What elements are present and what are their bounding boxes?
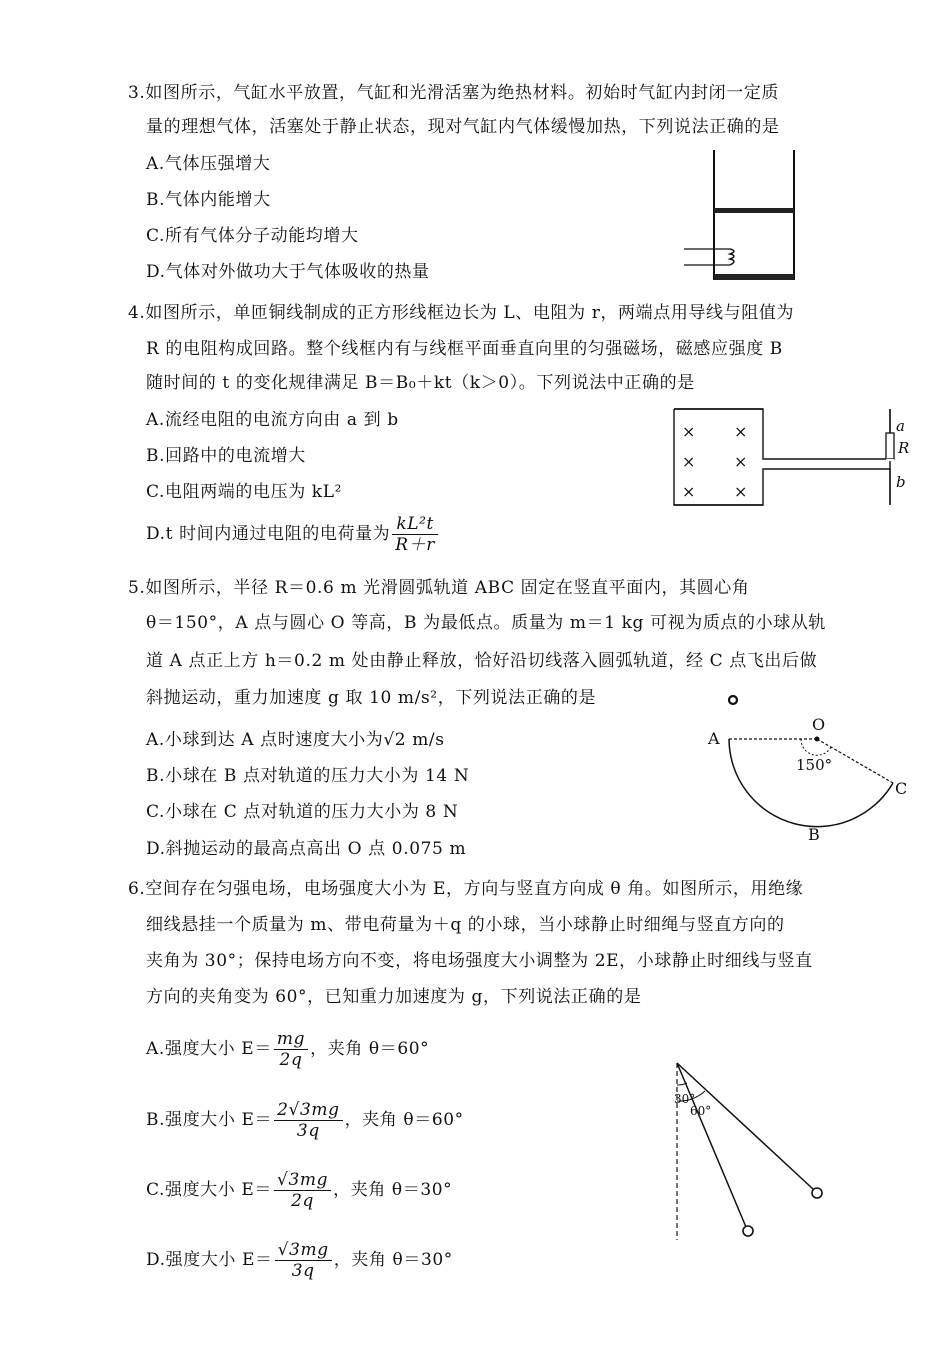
q6-option-d-prefix: D.强度大小 E＝	[146, 1250, 273, 1270]
cylinder-base	[714, 274, 794, 280]
q5-option-d: D.斜抛运动的最高点高出 O 点 0.075 m	[146, 839, 467, 859]
q4-circuit-figure	[668, 405, 913, 515]
q6-option-c-fraction	[274, 1170, 331, 1211]
label-R: R	[898, 439, 910, 457]
q6-option-c-denominator: 2q	[291, 1191, 315, 1211]
q6-option-c-prefix: C.强度大小 E＝	[146, 1180, 273, 1200]
thread-60	[677, 1063, 813, 1189]
q6-option-a	[146, 1025, 429, 1073]
q6-option-c	[146, 1166, 452, 1214]
ball	[729, 696, 737, 704]
angle-label: 150°	[796, 756, 833, 774]
q6-option-a-denominator: 2q	[279, 1050, 303, 1070]
q4-option-a: A.流经电阻的电流方向由 a 到 b	[146, 410, 399, 430]
q6-option-d-suffix: ，夹角 θ＝30°	[333, 1250, 453, 1270]
q6-option-b-suffix: ，夹角 θ＝60°	[344, 1110, 464, 1130]
field-cross: ×	[682, 452, 696, 471]
q6-option-b-prefix: B.强度大小 E＝	[146, 1110, 273, 1130]
q6-option-b-denominator: 3q	[296, 1121, 320, 1141]
q4-option-d-fraction	[392, 514, 438, 555]
label-b: b	[896, 473, 906, 491]
q6-option-b-fraction	[274, 1100, 342, 1141]
angle-30-label: 30°	[674, 1092, 696, 1106]
q4-stem-line-1: 4.如图所示，单匝铜线制成的正方形线框边长为 L、电阻为 r，两端点用导线与阻值为	[128, 303, 795, 323]
q5-stem-line-4: 斜抛运动，重力加速度 g 取 10 m/s²，下列说法正确的是	[146, 688, 597, 708]
q4-option-d-numerator: kL²t	[392, 514, 438, 535]
label-B: B	[808, 825, 820, 844]
field-cross: ×	[734, 422, 748, 441]
resistor	[886, 433, 894, 459]
q5-stem-line-1: 5.如图所示，半径 R＝0.6 m 光滑圆弧轨道 ABC 固定在竖直平面内，其圆心角	[128, 578, 750, 598]
q4-option-d-text: D.t 时间内通过电阻的电荷量为	[146, 524, 391, 544]
q5-option-a: A.小球到达 A 点时速度大小为√2 m/s	[146, 730, 445, 750]
q4-option-c: C.电阻两端的电压为 kL²	[146, 482, 343, 502]
q3-option-b: B.气体内能增大	[146, 190, 271, 210]
heater-coil	[730, 249, 734, 265]
q6-option-a-prefix: A.强度大小 E＝	[146, 1039, 272, 1059]
q6-option-a-suffix: ，夹角 θ＝60°	[310, 1039, 430, 1059]
angle-arc	[801, 739, 831, 755]
q3-option-a: A.气体压强增大	[146, 154, 271, 174]
q6-option-b-numerator: 2√3mg	[274, 1100, 342, 1121]
field-cross: ×	[734, 482, 748, 501]
q6-stem-line-3: 夹角为 30°；保持电场方向不变，将电场强度大小调整为 2E，小球静止时细线与竖直	[146, 951, 813, 971]
field-cross: ×	[682, 482, 696, 501]
label-a: a	[896, 417, 905, 435]
q6-option-d	[146, 1236, 453, 1284]
q6-pendulum-figure	[660, 1055, 840, 1245]
q6-option-a-numerator: mg	[274, 1029, 308, 1050]
q5-track-figure	[700, 690, 920, 850]
q5-option-c: C.小球在 C 点对轨道的压力大小为 8 N	[146, 802, 459, 822]
q6-option-c-suffix: ，夹角 θ＝30°	[333, 1180, 453, 1200]
center-point	[815, 737, 820, 742]
angle-60-label: 60°	[690, 1104, 712, 1118]
q6-stem-line-2: 细线悬挂一个质量为 m、带电荷量为＋q 的小球，当小球静止时细绳与竖直方向的	[146, 915, 785, 935]
field-cross: ×	[734, 452, 748, 471]
q6-stem-line-1: 6.空间存在匀强电场，电场强度大小为 E，方向与竖直方向成 θ 角。如图所示，用绝缘	[128, 879, 804, 899]
wire-loop	[674, 409, 890, 505]
ball-60	[812, 1188, 822, 1198]
label-C: C	[895, 779, 908, 798]
q5-option-b: B.小球在 B 点对轨道的压力大小为 14 N	[146, 766, 470, 786]
thread-30	[677, 1063, 746, 1227]
q3-option-c: C.所有气体分子动能均增大	[146, 226, 359, 246]
q4-stem-line-3: 随时间的 t 的变化规律满足 B＝B₀＋kt（k＞0）。下列说法中正确的是	[146, 373, 695, 393]
q6-option-d-denominator: 3q	[291, 1261, 315, 1281]
label-A: A	[708, 729, 720, 748]
q4-option-d-denominator: R＋r	[395, 535, 435, 555]
piston	[714, 208, 794, 213]
label-O: O	[812, 715, 826, 734]
q3-option-d: D.气体对外做功大于气体吸收的热量	[146, 262, 430, 282]
q6-option-c-numerator: √3mg	[274, 1170, 331, 1191]
q5-stem-line-3: 道 A 点正上方 h＝0.2 m 处由静止释放，恰好沿切线落入圆弧轨道，经 C 点飞出后做	[146, 651, 818, 671]
q5-stem-line-2: θ＝150°，A 点与圆心 O 等高，B 为最低点。质量为 m＝1 kg 可视为质点的小球从轨	[146, 613, 827, 633]
q6-option-b	[146, 1096, 464, 1144]
arc-track	[729, 739, 893, 827]
ball-30	[743, 1226, 753, 1236]
q6-stem-line-4: 方向的夹角变为 60°，已知重力加速度为 g，下列说法正确的是	[146, 987, 642, 1007]
q3-stem-line-2: 量的理想气体，活塞处于静止状态，现对气缸内气体缓慢加热，下列说法正确的是	[146, 117, 780, 137]
q6-option-a-fraction	[274, 1029, 308, 1070]
q6-option-d-fraction	[275, 1240, 332, 1281]
q4-stem-line-2: R 的电阻构成回路。整个线框内有与线框平面垂直向里的匀强磁场，磁感应强度 B	[146, 339, 783, 359]
q3-stem-line-1: 3.如图所示，气缸水平放置，气缸和光滑活塞为绝热材料。初始时气缸内封闭一定质	[128, 83, 780, 103]
q4-option-b: B.回路中的电流增大	[146, 446, 306, 466]
field-cross: ×	[682, 422, 696, 441]
q4-option-d	[146, 510, 440, 558]
q6-option-d-numerator: √3mg	[275, 1240, 332, 1261]
q3-cylinder-figure	[676, 148, 806, 288]
